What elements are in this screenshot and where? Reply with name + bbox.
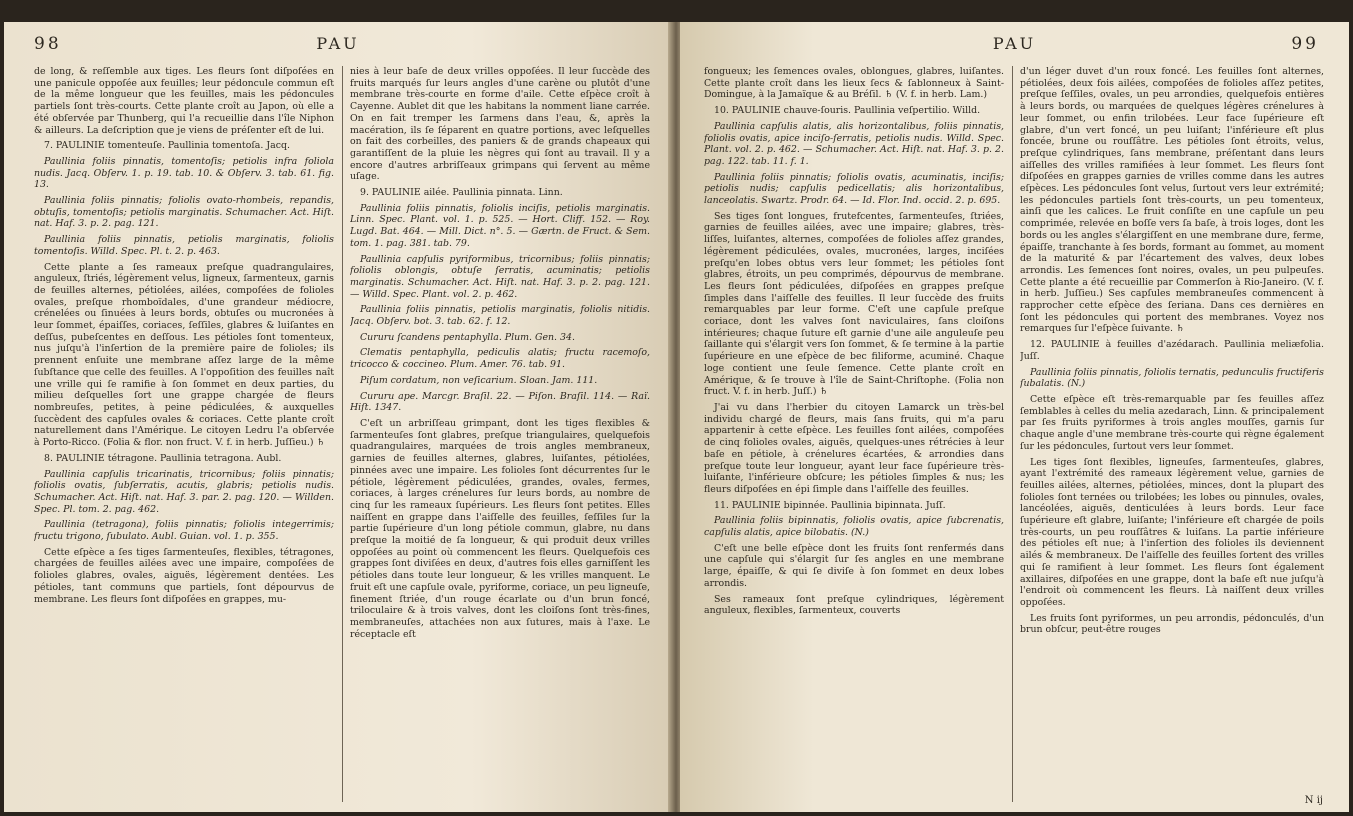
paragraph: Les fruits ſont pyriformes, un peu arrondis, pédonculés, d'un brun obſcur, peut-être rouges [1020,612,1324,636]
left-page [4,22,672,812]
right-page-header [680,34,1349,58]
paragraph: Cette plante a ſes rameaux preſque quadrangulaires, anguleux, ſtriés, légèrement velus, ligneux, ſarmenteux, garnis de feuilles alternes, pétiolées, ailées, compoſées de folioles ovales, preſque rhomboïdales, d'une grandeur médiocre, crénelées ou ſinuées à leurs bords, obtuſes ou mucronées à leur ſommet, épaiſſes, coriaces, ſeſſiles, glabres & luiſantes en deſſus, pubeſcentes en deſſous. Les pétioles ſont tomenteux, nus juſqu'à l'inſertion de la première paire de folioles; ils prennent enſuite une membrane aſſez large de la même ſubſtance que celle des feuilles. A l'oppoſition des feuilles naît une vrille qui ſe ramifie à ſon ſommet en deux parties, du milieu deſquelles ſort une grappe chargée de fleurs nombreuſes, petites, à peine pédiculées, & auxquelles ſuccèdent des capſules ovales & coriaces. Cette plante croît naturellement dans l'Amérique. Le citoyen Ledru l'a obſervée à Porto-Ricco. (Folia & flor. non fruct. V. f. in herb. Juſſieu.) ♄ [34,261,334,449]
paragraph: Paullinia (tetragona), foliis pinnatis; foliolis integerrimis; fructu trigono, ſubulato. Aubl. Guian. vol. 1. p. 355. [34,519,334,543]
paragraph: Paullinia foliis pinnatis; foliolis ovatis, acuminatis, inciſis; petiolis nudis; capſulis pedicellatis; alis horizontalibus, lanceolatis. Swartz. Prodr. 64. — Id. Flor. Ind. occid. 2. p. 695. [704,171,1004,207]
paragraph: Clematis pentaphylla, pediculis alatis; fructu racemoſo, tricocco & coccineo. Plum. Amer. 76. tab. 91. [350,347,650,371]
paragraph: Ses rameaux ſont preſque cylindriques, légèrement anguleux, flexibles, ſarmenteux, couverts [704,593,1004,617]
paragraph: J'ai vu dans l'herbier du citoyen Lamarck un très-bel individu chargé de fleurs, mais ſans fruits, qui m'a paru appartenir à cette eſpèce. Les feuilles ſont ailées, compoſées de cinq folioles ovales, aiguës, quelques-unes rétrécies à leur baſe en pétiole, à crénelures écartées, & arrondies dans preſque toute leur longueur, ayant leur face ſupérieure très-luiſante, l'inférieure obſcure; les pétioles ſimples & nus; les fleurs diſpoſées en épi ſimple dans l'aiſſelle des feuilles. [704,401,1004,495]
open-book [4,22,1349,812]
paragraph: Cururu ape. Marcgr. Braſil. 22. — Piſon. Braſil. 114. — Raï. Hiſt. 1347. [350,390,650,414]
paragraph: Paullinia foliis pinnatis, petiolis marginatis, foliolis tomentoſis. Willd. Spec. Pl. t. 2. p. 463. [34,234,334,257]
left-page-column-1 [34,66,334,806]
paragraph: Paullinia foliis pinnatis, petiolis marginatis, foliolis nitidis. Jacq. Obſerv. bot. 3. tab. 62. f. 12. [350,304,650,328]
paragraph: Paullinia capſulis tricarinatis, tricornibus; foliis pinnatis; foliolis ovatis, ſubſerratis, acutis, glabris; petiolis nudis. Schumacher. Act. Hiſt. nat. Haf. 3. par. 2. pag. 120. — Willden. Spec. Pl. tom. 2. pag. 462. [34,468,334,515]
left-page-column-2 [350,66,650,806]
left-page-number: 98 [34,34,62,54]
paragraph: Paullinia capſulis pyriformibus, tricornibus; foliis pinnatis; foliolis oblongis, obtuſe ſerratis, acuminatis; petiolis marginatis. Schumacher. Act. Hiſt. nat. Haf. 3. p. 2. pag. 121. — Willd. Spec. Plant. vol. 2. p. 462. [350,253,650,300]
paragraph: 11. PAULINIE bipinnée. Paullinia bipinnata. Juſſ. [714,499,946,511]
left-page-header [4,34,672,58]
paragraph: de long, & reſſemble aux tiges. Les fleurs ſont diſpoſées en une panicule oppoſée aux feuilles; leur pédoncule commun eſt de la même longueur que les feuilles, mais les pédoncules partiels ſont très-courts. Cette plante croît au Japon, où elle a été obſervée par Thunberg, qui l'a recueillie dans l'île Niphon & ailleurs. La deſcription que je viens de préſenter eſt de lui. [34,66,334,136]
paragraph: Paullinia capſulis alatis, alis horizontalibus, foliis pinnatis, foliolis ovatis, apice inciſo-ſerratis, petiolis nudis. Willd. Spec. Plant. vol. 2. p. 462. — Schumacher. Act. Hiſt. nat. Haf. 3. p. 2. pag. 122. tab. 11. f. 1. [704,120,1004,167]
paragraph: 8. PAULINIE tétragone. Paullinia tetragona. Aubl. [44,452,282,464]
paragraph: Paullinia foliis pinnatis, tomentoſis; petiolis infra foliola nudis. Jacq. Obſerv. 1. p. 19. tab. 10. & Obſerv. 3. tab. 61. fig. 13. [34,155,334,191]
paragraph: Paullinia foliis pinnatis, foliolis inciſis, petiolis marginatis. Linn. Spec. Plant. vol. 1. p. 525. — Hort. Cliff. 152. — Roy. Lugd. Bat. 464. — Mill. Dict. n°. 5. — Gærtn. de Fruct. & Sem. tom. 1. pag. 381. tab. 79. [350,202,650,249]
right-column-rule [1012,66,1013,802]
right-page-number: 99 [1291,34,1319,54]
right-running-head: PAU [992,34,1037,53]
left-column-rule [342,66,343,802]
paragraph: Cette eſpèce a ſes tiges ſarmenteuſes, flexibles, tétragones, chargées de feuilles ailées avec une impaire, compoſées de folioles glabres, ovales, aiguës, légèrement dentées. Les pétioles, tant communs que partiels, ſont dépourvus de membrane. Les fleurs ſont diſpoſées en grappes, mu- [34,546,334,605]
paragraph: Paullinia foliis pinnatis; foliolis ovato-rhombeis, repandis, obtuſis, tomentoſis; petiolis marginatis. Schumacher. Act. Hiſt. nat. Haf. 3. p. 2. pag. 121. [34,195,334,230]
paragraph: C'eſt un arbriſſeau grimpant, dont les tiges flexibles & ſarmenteuſes ſont glabres, preſque triangulaires, quelquefois quadrangulaires, marquées de trois angles membraneux, garnies de feuilles alternes, glabres, luiſantes, pétiolées, pinnées avec une impaire. Les folioles ſont décurrentes ſur le pétiole, légèrement pédiculées, grandes, ovales, fermes, coriaces, à larges crénelures ſur leurs bords, au nombre de cinq ſur les rameaux ſupérieurs. Les fleurs ſont petites. Elles naiſſent en grappe dans l'aiſſelle des feuilles, ſeſſiles ſur la partie ſupérieure d'un long pétiole commun, glabre, nu dans preſque la moitié de ſa longueur, & qui produit deux vrilles oppoſées au point où commencent les fleurs. Quelquefois ces grappes ſont diviſées en deux, d'autres fois elles garniſſent les pétioles dans toute leur longueur, & les vrilles manquent. Le fruit eſt une capſule ovale, pyriforme, coriace, un peu ligneuſe, finement ſtriée, d'un rouge écarlate ou d'un brun foncé, triloculaire & à trois valves, dont les cloiſons ſont très-fines, membraneuſes, attachées non aux ſutures, mais à l'axe. Le réceptacle eſt [350,417,650,640]
paragraph: 12. PAULINIE à feuilles d'azédarach. Paullinia meliæfolia. Juſſ. [1020,339,1324,362]
paragraph: fongueux; les ſemences ovales, oblongues, glabres, luiſantes. Cette plante croît dans les lieux ſecs & ſablonneux à Saint-Domingue, à la Jamaïque & au Bréſil. ♄ (V. f. in herb. Lam.) [704,66,1004,101]
paragraph: C'eſt une belle eſpèce dont les fruits ſont renfermés dans une capſule qui s'élargit ſur ſes angles en une membrane large, épaiſſe, & qui ſe diviſe à ſon ſommet en deux lobes arrondis. [704,542,1004,589]
paragraph: d'un léger duvet d'un roux foncé. Les feuilles ſont alternes, pétiolées, deux fois ailées, compoſées de folioles aſſez petites, preſque ſeſſiles, ovales, un peu arrondies, quelquefois entières à leurs bords, ou marquées de quelques légères crénelures à leur ſommet, ou enfin trilobées. Leur face ſupérieure eſt glabre, d'un vert foncé, un peu luiſant; l'inférieure eſt plus foncée, brune ou rouſſâtre. Les pétioles ſont étroits, velus, preſque cylindriques, ſans membrane, préſentant dans leurs aiſſelles des vrilles ramifiées à leur ſommet. Les fleurs ſont diſpoſées en grappes garnies de vrilles comme dans les autres eſpèces. Les pédoncules ſont velus, ſurtout vers leur extrémité; les pédoncules partiels ſont très-courts, un peu tomenteux, ainſi que les calices. Le fruit conſiſte en une capſule un peu comprimée, relevée en boſſe vers ſa baſe, à trois loges, dont les bords ou les angles s'élargiſſent en une membrane dure, ferme, épaiſſe, tranchante à ſes bords, formant au ſommet, au moment de la maturité & par l'écartement des valves, deux lobes arrondis. Les ſemences ſont noires, ovales, un peu pulpeuſes. Cette plante a été recueillie par Commerſon à Rio-Janeiro. (V. f. in herb. Juſſieu.) Ses capſules membraneuſes commencent à rapprocher cette eſpèce des ſeriana. Dans ces dernières en ſont les pédoncules qui portent des membranes. Voyez nos remarques ſur l'eſpèce ſuivante. ♄ [1020,66,1324,335]
page-signature: N ij [1304,795,1323,806]
paragraph: 9. PAULINIE ailée. Paullinia pinnata. Linn. [360,187,563,199]
right-page-column-1 [704,66,1004,806]
paragraph: Cette eſpèce eſt très-remarquable par ſes feuilles aſſez ſemblables à celles du melia azedarach, Linn. & principalement par ſes fruits pyriformes à trois angles mouſſes, garnis ſur chaque angle d'une membrane très-courte qui règne également ſur les pédoncules, ſurtout vers leur ſommet. [1020,393,1324,452]
paragraph: Piſum cordatum, non veſicarium. Sloan. Jam. 111. [360,374,598,386]
paragraph: 10. PAULINIE chauve-ſouris. Paullinia veſpertilio. Willd. [714,105,981,117]
left-running-head: PAU [316,34,360,53]
right-page-column-2 [1020,66,1324,794]
paragraph: Ses tiges ſont longues, frutefcentes, ſarmenteuſes, ſtriées, garnies de feuilles ailées, avec une impaire; glabres, très-liſſes, luiſantes, alternes, compoſées de folioles aſſez grandes, légèrement pédiculées, ovales, mucronées, larges, inciſées preſqu'en lobes obtus vers leur ſommet; les pétioles ſont glabres, étroits, un peu comprimés, dépourvus de membrane. Les fleurs ſont pédiculées, diſpoſées en grappes preſque ſimples dans l'aiſſelle des feuilles. Il leur ſuccède des fruits remarquables par leur forme. C'eſt une capſule preſque coriace, dont les valves ſont naviculaires, ſans cloiſons intérieures; chaque ſuture eſt garnie d'une aile anguleuſe peu ſaillante qui s'élargit vers ſon ſommet, & ſe termine à la partie ſupérieure en une eſpèce de bec filiforme, acuminé. Chaque loge contient une ſeule ſemence. Cette plante croît en Amérique, & ſe trouve à l'île de Saint-Chriſtophe. (Folia non fruct. V. f. in herb. Juſſ.) ♄ [704,210,1004,398]
paragraph: Paullinia foliis pinnatis, foliolis ternatis, pedunculis fructiferis ſubalatis. (N.) [1020,366,1324,390]
paragraph: nies à leur baſe de deux vrilles oppoſées. Il leur ſuccède des fruits marqués ſur leurs angles d'une carène ou plutôt d'une membrane très-courte en forme d'aile. Cette eſpèce croît à Cayenne. Aublet dit que les habitans la nomment liane carrée. On en fait tremper les ſarmens dans l'eau, &, après la macération, ils ſe ſéparent en quatre portions, avec leſquelles on fait des corbeilles, des paniers & de grands chapeaux qui garantiſſent de la pluie les nègres qui ſont au travail. Il y a encore d'autres arbriſſeaux grimpans qui ſervent au même uſage. [350,66,650,183]
paragraph: Les tiges ſont flexibles, ligneuſes, ſarmenteuſes, glabres, ayant l'extrémité des rameaux légèrement velue, garnies de feuilles ailées, alternes, pétiolées, minces, dont la plupart des folioles ſont ternées ou trilobées; les lobes ou pinnules, ovales, lancéolées, aiguës, denticulées à leurs bords. Leur face ſupérieure eſt glabre, luiſante; l'inférieure eſt chargée de poils très-courts, un peu rouſſâtres & luiſans. La partie inférieure des pétioles eſt nue; à l'inſertion des folioles ils deviennent ailés & membraneux. De l'aiſſelle des feuilles ſortent des vrilles qui ſe ramifient à leur ſommet. Les fleurs ſont également axillaires, diſpoſées en une grappe, dont la baſe eſt nue juſqu'à l'endroit où commencent les fleurs. Là naiſſent deux vrilles oppoſées. [1020,456,1324,608]
paragraph: Paullinia foliis bipinnatis, foliolis ovatis, apice ſubcrenatis, capſulis alatis, apice bilobatis. (N.) [704,515,1004,539]
paragraph: 7. PAULINIE tomenteuſe. Paullinia tomentoſa. Jacq. [44,140,290,152]
right-page [680,22,1349,812]
paragraph: Cururu ſcandens pentaphylla. Plum. Gen. 34. [360,331,575,343]
